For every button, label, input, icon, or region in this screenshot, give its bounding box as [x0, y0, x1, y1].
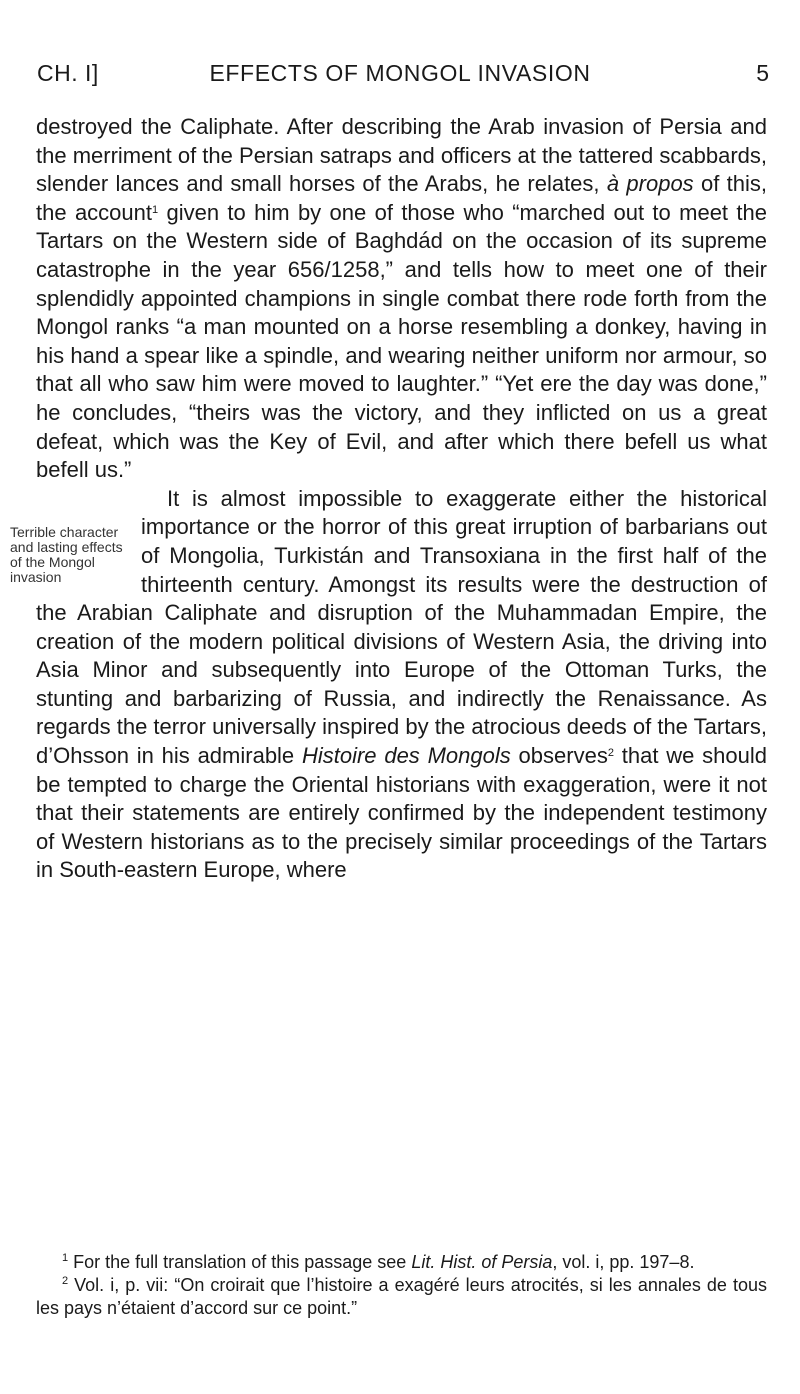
paragraph-2: [10, 485, 767, 885]
footnote-marker: 1: [62, 1252, 69, 1264]
footnote-marker: 2: [62, 1275, 69, 1287]
footnotes: [36, 1251, 767, 1320]
body-text: [10, 113, 768, 885]
paragraph-1: [36, 113, 767, 485]
footnote-marker: 2: [607, 747, 614, 760]
page-number: 5: [756, 60, 769, 86]
text-run: Vol. i, p. vii: “On croirait que l’histoire a exagéré leurs atrocités, si les annales de tous les pays n’étaient d’accord sur ce point.”: [36, 1275, 767, 1318]
text-run: It is almost impossible to exaggerate either the historical importance or the horror of this great irruption of barbarians out of Mongolia, Turkistán and Transoxiana in the first half of the thirteenth century. Amongst its results were the destruction of the Arabian Caliphate and disruption of the Muhammadan Empire, the creation of the modern political divisions of Western Asia, the driving into Asia Minor and subsequently into Europe of the Ottoman Turks, the stunting and barbarizing of Russia, and indirectly the Renaissance. As regards the terror universally inspired by the atrocious deeds of the Tartars, d’Ohsson in his admirable: [36, 485, 767, 769]
text-run: observes: [510, 743, 608, 769]
italic-text: Lit. Hist. of Persia: [411, 1252, 553, 1272]
text-run: that we should be tempted to charge the Oriental historians with exaggeration, were it not that their statements are entirely confirmed by the independent testimony of Western historians as to the precisely similar proceedings of the Tartars in South-eastern Europe, where: [36, 743, 767, 883]
side-note-block: [10, 485, 127, 599]
text-run: For the full translation of this passage see: [68, 1252, 412, 1272]
text-run: of this, the account: [36, 171, 768, 225]
text-run: destroyed the Caliphate. After describing the Arab invasion of Persia and the merriment of the Persian satraps and officers at the tattered scabbards, slender lances and small horses of the Arabs, he relates,: [36, 114, 767, 197]
italic-text: à propos: [606, 171, 694, 197]
footnote-1: [36, 1251, 767, 1274]
italic-text: Histoire des Mongols: [301, 743, 511, 769]
text-run: given to him by one of those who “marched out to meet the Tartars on the Western side of Baghdád on the occasion of its supreme catastrophe in the year 656/1258,” and tells how to meet one of their splendidly appointed champions in single combat there rode forth from the Mongol ranks “a man mounted on a horse resembling a donkey, having in his hand a spear like a spindle, and wearing neither uniform nor armour, so that all who saw him were moved to laughter.” “Yet ere the day was done,” he concludes, “theirs was the victory, and they inflicted on us a great defeat, which was the Key of Evil, and after which there befell us what befell us.”: [36, 199, 767, 483]
running-header: [0, 60, 800, 100]
footnote-2: [36, 1274, 767, 1320]
text-run: , vol. i, pp. 197–8.: [552, 1252, 695, 1272]
chapter-label: CH. I]: [37, 60, 99, 86]
running-title: EFFECTS OF MONGOL INVASION: [209, 60, 591, 86]
footnote-marker: 1: [152, 203, 159, 216]
side-note: Terrible character and lasting effects of the Mongol invasion: [10, 523, 123, 586]
